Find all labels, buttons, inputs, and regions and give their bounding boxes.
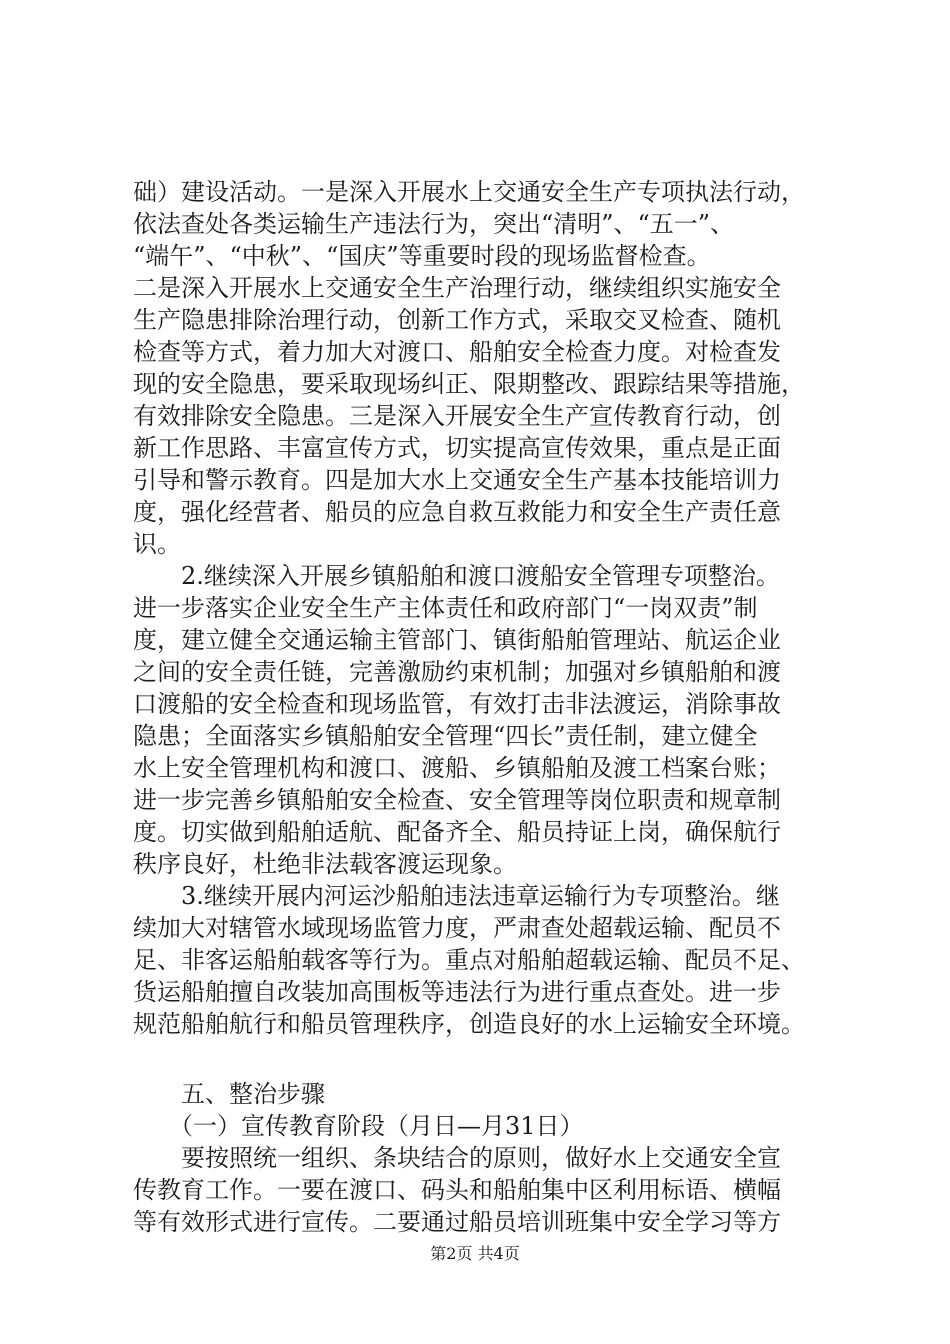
text-line: 检查等方式，着力加大对渡口、船舶安全检查力度。对检查发 xyxy=(133,338,781,366)
subsection-heading: （一）宣传教育阶段（月日—月31日） xyxy=(133,1112,584,1140)
text-line: 进一步落实企业安全生产主体责任和政府部门“一岗双责”制 xyxy=(133,594,758,622)
text-line: 识。 xyxy=(133,530,181,558)
text-line: 度，强化经营者、船员的应急自救互救能力和安全生产责任意 xyxy=(133,498,781,526)
text-line: 货运船舶擅自改装加高围板等违法行为进行重点查处。进一步 xyxy=(133,978,781,1006)
text-line: 现的安全隐患，要采取现场纠正、限期整改、跟踪结果等措施， xyxy=(133,370,805,398)
text-line: 有效排除安全隐患。三是深入开展安全生产宣传教育行动，创 xyxy=(133,402,781,430)
text-line: 传教育工作。一要在渡口、码头和船舶集中区利用标语、横幅 xyxy=(133,1176,781,1204)
text-line: 足、非客运船舶载客等行为。重点对船舶超载运输、配员不足、 xyxy=(133,946,805,974)
text-line: 引导和警示教育。四是加大水上交通安全生产基本技能培训力 xyxy=(133,466,781,494)
text-line: 依法查处各类运输生产违法行为，突出“清明”、“五一”、 xyxy=(133,210,735,238)
text-line: 础）建设活动。一是深入开展水上交通安全生产专项执法行动， xyxy=(133,178,805,206)
text-line: 新工作思路、丰富宣传方式，切实提高宣传效果，重点是正面 xyxy=(133,434,781,462)
text-line: 度。切实做到船舶适航、配备齐全、船员持证上岗，确保航行 xyxy=(133,818,781,846)
text-line: 隐患；全面落实乡镇船舶安全管理“四长”责任制，建立健全 xyxy=(133,722,758,750)
text-line: 秩序良好，杜绝非法载客渡运现象。 xyxy=(133,850,517,878)
document-body xyxy=(133,176,833,1238)
text-line: 进一步完善乡镇船舶安全检查、安全管理等岗位职责和规章制 xyxy=(133,786,781,814)
text-line: 生产隐患排除治理行动，创新工作方式，采取交叉检查、随机 xyxy=(133,306,781,334)
text-line: 规范船舶航行和船员管理秩序，创造良好的水上运输安全环境。 xyxy=(133,1010,805,1038)
text-line: 2.继续深入开展乡镇船舶和渡口渡船安全管理专项整治。 xyxy=(133,562,780,590)
text-line: 3.继续开展内河运沙船舶违法违章运输行为专项整治。继 xyxy=(133,882,780,910)
text-line: 要按照统一组织、条块结合的原则，做好水上交通安全宣 xyxy=(133,1144,781,1172)
section-heading: 五、整治步骤 xyxy=(133,1080,325,1108)
text-line: 之间的安全责任链，完善激励约束机制；加强对乡镇船舶和渡 xyxy=(133,658,781,686)
text-line: 口渡船的安全检查和现场监管，有效打击非法渡运，消除事故 xyxy=(133,690,781,718)
text-line: 等有效形式进行宣传。二要通过船员培训班集中安全学习等方 xyxy=(133,1208,781,1236)
text-line: 二是深入开展水上交通安全生产治理行动，继续组织实施安全 xyxy=(133,274,781,302)
text-line: 续加大对辖管水域现场监管力度，严肃查处超载运输、配员不 xyxy=(133,914,781,942)
section-spacer xyxy=(133,1040,833,1078)
page-number: 第2页 共4页 xyxy=(430,1244,520,1263)
text-line: “端午”、“中秋”、“国庆”等重要时段的现场监督检查。 xyxy=(133,242,711,270)
text-line: 水上安全管理机构和渡口、渡船、乡镇船舶及渡工档案台账； xyxy=(133,754,781,782)
text-line: 度，建立健全交通运输主管部门、镇街船舶管理站、航运企业 xyxy=(133,626,781,654)
